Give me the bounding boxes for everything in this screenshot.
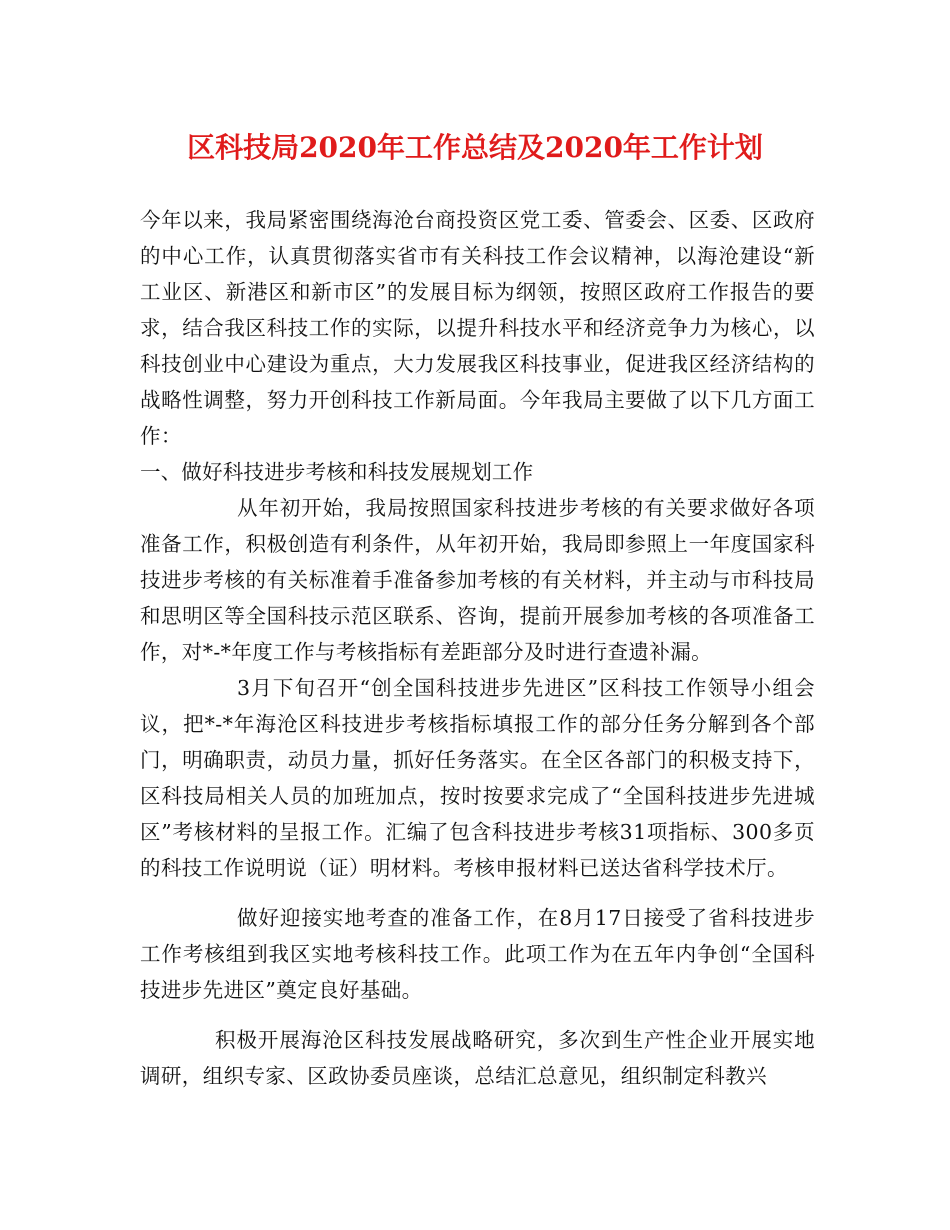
- intro-paragraph: 今年以来，我局紧密围绕海沧台商投资区党工委、管委会、区委、区政府的中心工作，认真贯彻落实省市有关科技工作会议精神，以海沧建设“新工业区、新港区和新市区”的发展目标为纲领，按照区政府工作报告的要求，结合我区科技工作的实际，以提升科技水平和经济竞争力为核心，以科技创业中心建设为重点，大力发展我区科技事业，促进我区经济结构的战略性调整，努力开创科技工作新局面。今年我局主要做了以下几方面工作：: [140, 208, 815, 448]
- body-paragraph: 积极开展海沧区科技发展战略研究，多次到生产性企业开展实地调研，组织专家、区政协委员座谈，总结汇总意见，组织制定科教兴: [140, 1028, 815, 1088]
- body-paragraph: 3月下旬召开“创全国科技进步先进区”区科技工作领导小组会议，把*-*年海沧区科技进步考核指标填报工作的部分任务分解到各个部门，明确职责，动员力量，抓好任务落实。在全区各部门的积极支持下，区科技局相关人员的加班加点，按时按要求完成了“全国科技进步先进城区”考核材料的呈报工作。汇编了包含科技进步考核31项指标、300多页的科技工作说明说（证）明材料。考核申报材料已送达省科学技术厅。: [140, 676, 815, 880]
- section-heading-1: 一、做好科技进步考核和科技发展规划工作: [140, 460, 534, 484]
- body-paragraph: 做好迎接实地考查的准备工作，在8月17日接受了省科技进步工作考核组到我区实地考核科技工作。此项工作为在五年内争创“全国科技进步先进区”奠定良好基础。: [140, 906, 815, 1002]
- document-body: [140, 202, 815, 1094]
- body-paragraph: 从年初开始，我局按照国家科技进步考核的有关要求做好各项准备工作，积极创造有利条件，从年初开始，我局即参照上一年度国家科技进步考核的有关标准着手准备参加考核的有关材料，并主动与市科技局和思明区等全国科技示范区联系、咨询，提前开展参加考核的各项准备工作，对*-*年度工作与考核指标有差距部分及时进行查遗补漏。: [140, 496, 815, 664]
- document-title: 区科技局2020年工作总结及2020年工作计划: [187, 131, 763, 164]
